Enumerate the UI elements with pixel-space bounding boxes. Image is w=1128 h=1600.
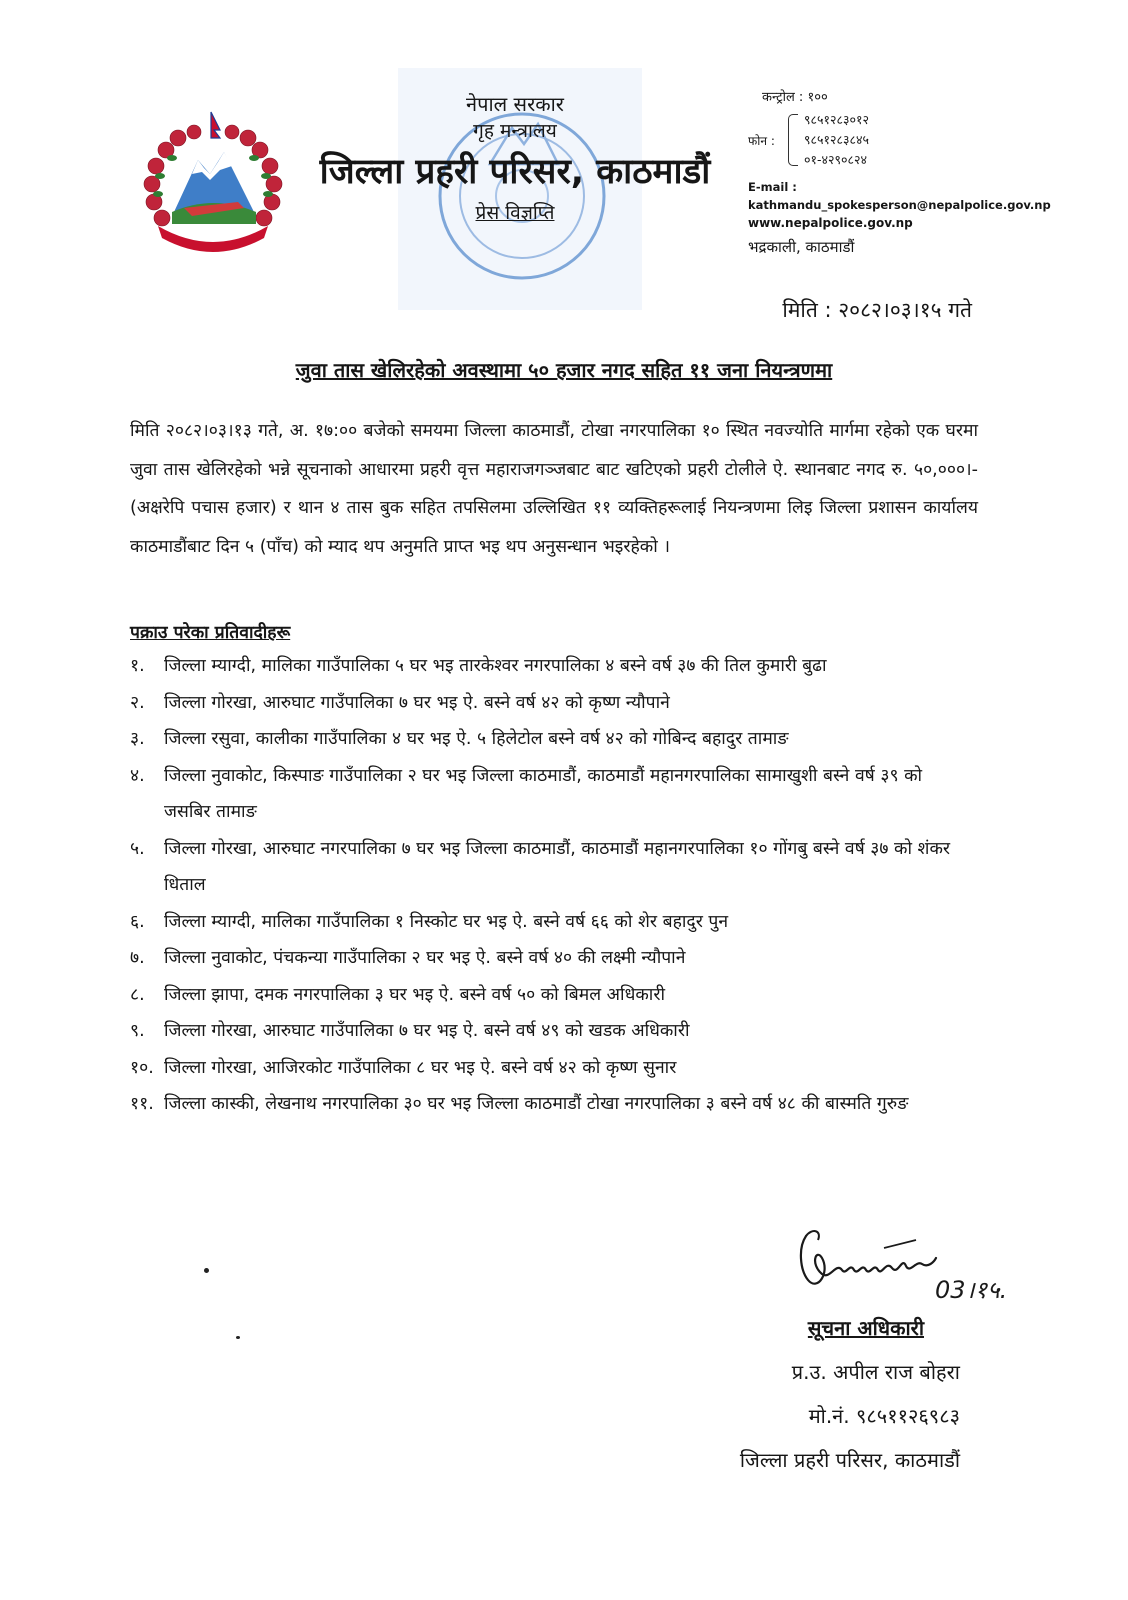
list-item-number: ३. xyxy=(130,729,145,749)
signatory-office: जिल्ला प्रहरी परिसर, काठमाडौं xyxy=(739,1448,960,1472)
phone-list xyxy=(804,110,869,170)
list-item-number: ६. xyxy=(130,911,145,932)
office-name: जिल्ला प्रहरी परिसर, काठमाडौं xyxy=(319,152,711,192)
signatory-block xyxy=(700,1306,960,1482)
defendants-list xyxy=(130,648,960,1123)
list-item xyxy=(130,1013,960,1050)
handwritten-date-text: 03।१५. xyxy=(935,1276,1008,1304)
phone-brace xyxy=(788,114,798,166)
list-item xyxy=(130,977,960,1014)
government-name: नेपाल सरकार xyxy=(466,92,564,116)
list-item-text: जिल्ला रसुवा, कालीका गाउँपालिका ४ घर भइ ऐ. ५ हिलेटोल बस्ने वर्ष ४२ को गोबिन्द बहादुर तामाङ xyxy=(164,729,789,749)
signatory-mobile: मो.नं. ९८५११२६९८३ xyxy=(808,1404,960,1428)
list-item-text: जिल्ला गोरखा, आजिरकोट गाउँपालिका ८ घर भइ ऐ. बस्ने वर्ष ४२ को कृष्ण सुनार xyxy=(164,1057,677,1078)
contact-email: E-mail : kathmandu_spokesperson@nepalpolice.gov.np xyxy=(748,180,1051,212)
notice-type: प्रेस विज्ञप्ति xyxy=(475,202,555,224)
control-number: कन्ट्रोल : १०० xyxy=(762,90,828,105)
list-item-text: जिल्ला कास्की, लेखनाथ नगरपालिका ३० घर भइ जिल्ला काठमाडौं टोखा नगरपालिका ३ बस्ने वर्ष ४८ की बास्मति गुरुङ xyxy=(164,1094,909,1114)
list-item-text: जिल्ला गोरखा, आरुघाट गाउँपालिका ७ घर भइ ऐ. बस्ने वर्ष ४२ को कृष्ण न्यौपाने xyxy=(164,692,670,713)
notice-title-text: जुवा तास खेलिरहेको अवस्थामा ५० हजार नगद सहित ११ जना नियन्त्रणमा xyxy=(295,358,833,382)
phone-number: ९८५१२८३०१२ xyxy=(804,112,870,127)
notice-title xyxy=(60,356,1068,383)
signatory-name: प्र.उ. अपील राज बोहरा xyxy=(791,1360,960,1384)
phone-block xyxy=(748,110,1088,172)
list-item xyxy=(130,758,960,831)
list-item-text: जिल्ला गोरखा, आरुघाट गाउँपालिका ७ घर भइ ऐ. बस्ने वर्ष ४९ को खडक अधिकारी xyxy=(164,1021,690,1041)
nepal-emblem-icon xyxy=(140,108,286,258)
list-item xyxy=(130,648,960,685)
handwritten-date xyxy=(935,1270,1065,1310)
list-item-number: ११. xyxy=(130,1094,154,1114)
list-item-number: ८. xyxy=(130,984,145,1005)
list-item-text: जिल्ला म्याग्दी, मालिका गाउँपालिका ५ घर भइ तारकेश्वर नगरपालिका ४ बस्ने वर्ष ३७ की तिल कुमारी बुढा xyxy=(164,656,827,676)
list-item xyxy=(130,685,960,722)
list-item xyxy=(130,831,960,904)
list-item-text: जिल्ला नुवाकोट, पंचकन्या गाउँपालिका २ घर भइ ऐ. बस्ने वर्ष ४० की लक्ष्मी न्यौपाने xyxy=(164,948,686,968)
scan-speck xyxy=(236,1336,240,1339)
contact-address: भद्रकाली, काठमाडौं xyxy=(748,238,855,256)
list-item-text: जिल्ला गोरखा, आरुघाट नगरपालिका ७ घर भइ जिल्ला काठमाडौं, काठमाडौं महानगरपालिका १० गोंगबु बस्ने वर्ष ३७ को शंकर धिताल xyxy=(164,838,951,895)
list-item-text: जिल्ला झापा, दमक नगरपालिका ३ घर भइ ऐ. बस्ने वर्ष ५० को बिमल अधिकारी xyxy=(164,984,666,1005)
phone-number: ९८५१२८३८४५ xyxy=(804,132,870,147)
list-item-number: ७. xyxy=(130,948,145,968)
list-item-text: जिल्ला म्याग्दी, मालिका गाउँपालिका १ निस्कोट घर भइ ऐ. बस्ने वर्ष ६६ को शेर बहादुर पुन xyxy=(164,911,729,932)
list-item-number: ५. xyxy=(130,838,145,859)
phone-label: फोन : xyxy=(748,134,775,148)
list-item-text: जिल्ला नुवाकोट, किस्पाङ गाउँपालिका २ घर भइ जिल्ला काठमाडौं, काठमाडौं महानगरपालिका सामाखुशी बस्ने वर्ष ३९ को जसबिर तामाङ xyxy=(164,765,923,822)
contact-website: www.nepalpolice.gov.np xyxy=(748,216,913,230)
list-item xyxy=(130,1050,960,1087)
list-item-number: २. xyxy=(130,692,145,713)
signatory-title: सूचना अधिकारी xyxy=(807,1316,924,1340)
issue-date: मिति : २०८२।०३।१५ गते xyxy=(782,298,972,322)
defendants-heading: पक्राउ परेका प्रतिवादीहरू xyxy=(130,623,291,643)
list-item xyxy=(130,904,960,941)
scan-speck xyxy=(204,1268,209,1273)
list-item-number: १. xyxy=(130,656,145,676)
list-item-number: ९. xyxy=(130,1021,145,1041)
contact-block xyxy=(748,88,1088,259)
list-item xyxy=(130,940,960,977)
signature-icon xyxy=(788,1218,938,1298)
list-item-number: ४. xyxy=(130,765,145,786)
list-item xyxy=(130,1086,960,1123)
letterhead-title xyxy=(300,92,730,228)
ministry-name: गृह मन्त्रालय xyxy=(473,120,557,142)
notice-body: मिति २०८२।०३।१३ गते, अ. १७:०० बजेको समयमा जिल्ला काठमाडौं, टोखा नगरपालिका १० स्थित नवज्योति मार्गमा रहेको एक घरमा जुवा तास खेलिरहेको भन्ने सूचनाको आधारमा प्रहरी वृत्त महाराजगञ्जबाट बाट खटिएको प्रहरी टोलीले ऐ. स्थानबाट नगद रु. ५०,०००।- (अक्षरेपि पचास हजार) र थान ४ तास बुक सहित तपसिलमा उल्लिखित ११ व्यक्तिहरूलाई नियन्त्रणमा लिइ जिल्ला प्रशासन कार्यालय काठमाडौंबाट दिन ५ (पाँच) को म्याद थप अनुमति प्राप्त भइ थप अनुसन्धान भइरहेको । xyxy=(130,421,978,557)
list-item-number: १०. xyxy=(130,1057,154,1078)
phone-number: ०१-४२९०८२४ xyxy=(804,152,868,167)
list-item xyxy=(130,721,960,758)
